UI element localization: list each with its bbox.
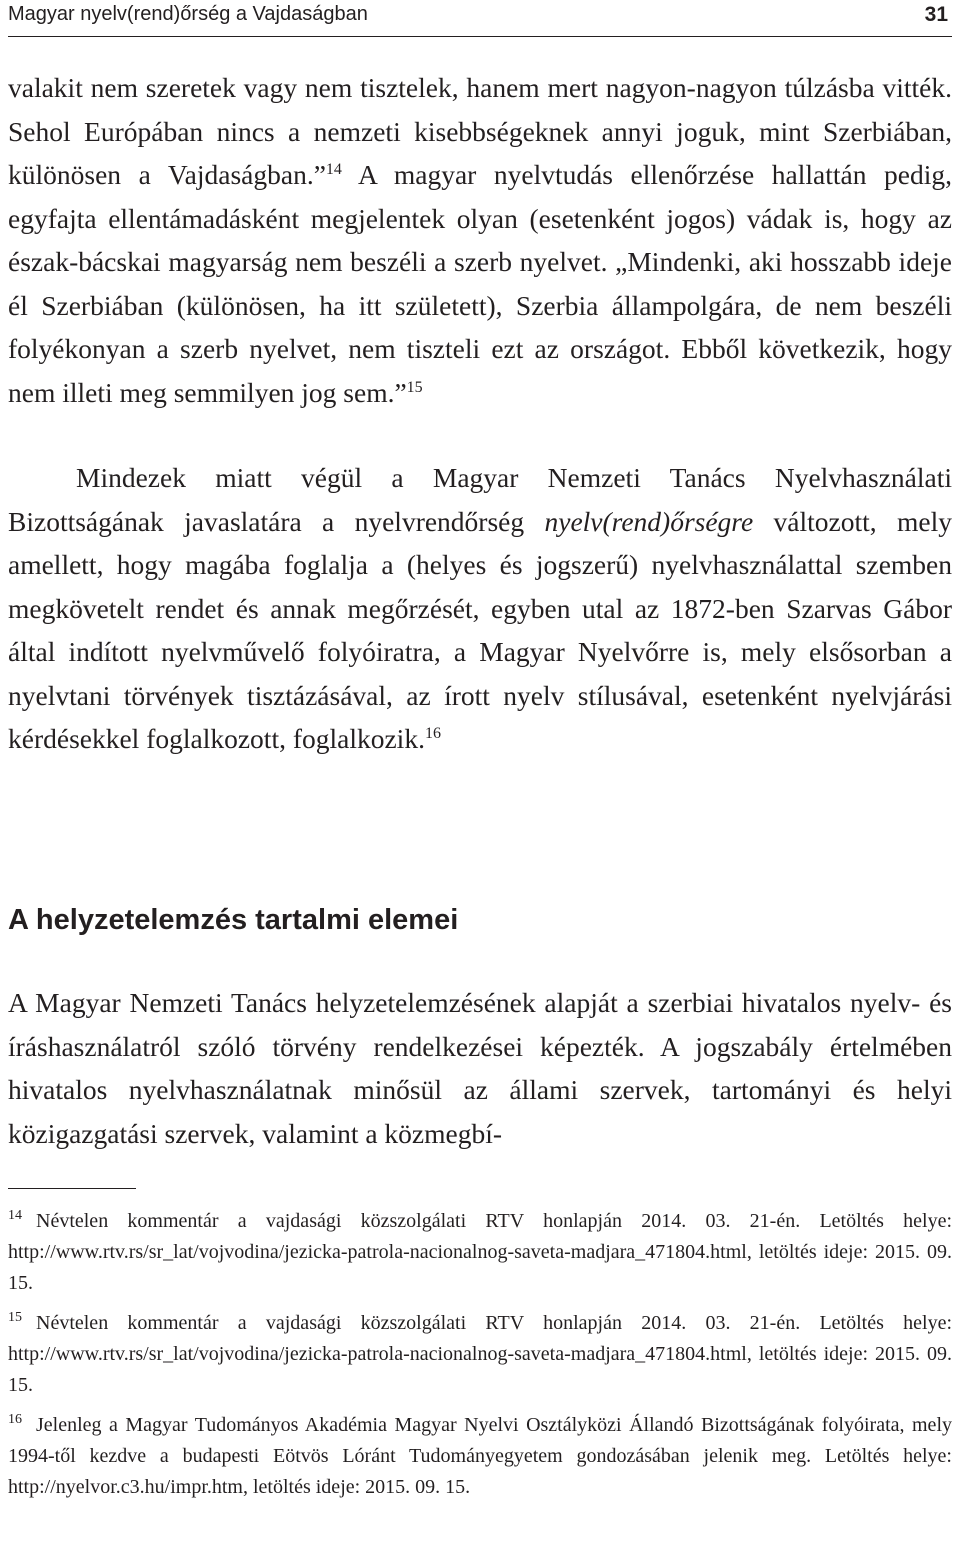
body-paragraph-1 xyxy=(8,66,952,414)
footnote-number: 14 xyxy=(8,1208,22,1224)
footnote-ref-15: 15 xyxy=(406,378,423,396)
footnote-text: Névtelen kommentár a vajdasági közszolgálati RTV honlapján 2014. 03. 21-én. Letöltés helye: http://www.rtv.rs/sr_lat/vojvodina/jezicka-patrola-nacionalnog-saveta-madjara_471804.html, letöltés ideje: 2015. 09. 15. xyxy=(8,1312,952,1396)
footnote-15 xyxy=(8,1308,952,1401)
paragraph-text: A Magyar Nemzeti Tanács helyzetelemzésének alapját a szerbiai hivatalos nyelv- és íráshasználatról szóló törvény rendelkezései képezték. A jogszabály értelmében hivatalos nyelvhasználatnak minősül az állami szervek, tartományi és helyi közigazgatási szervek, valamint a közmegbí- xyxy=(8,987,952,1149)
footnote-14 xyxy=(8,1206,952,1299)
footnote-number: 15 xyxy=(8,1310,22,1326)
footnote-ref-14: 14 xyxy=(325,160,342,178)
paragraph-text: változott, mely amellett, hogy magába foglalja a (helyes és jogszerű) nyelvhasználattal szemben megkövetelt rendet és annak megőrzését, egyben utal az 1872-ben Szarvas Gábor által indított nyelvművelő folyóiratra, a Magyar Nyelvőrre is, mely elsősorban a nyelvtani törvények tisztázásával, az írott nyelv stílusával, esetenként nyelvjárási kérdésekkel foglalkozott, foglalkozik. xyxy=(8,505,952,754)
footnote-divider xyxy=(8,1188,136,1189)
paragraph-text: A magyar nyelvtudás ellenőrzése hallattán pedig, egyfajta ellentámadásként megjelentek olyan (esetenként jogos) vádak is, hogy az észak-bácskai magyarság nem beszéli a szerb nyelvet. „Mindenki, aki hosszabb ideje él Szerbiában (különösen, ha itt született), Szerbia állampolgára, de nem beszéli folyékonyan a szerb nyelvet, nem tiszteli ezt az országot. Ebből következik, hogy nem illeti meg semmilyen jog sem.” xyxy=(8,159,952,408)
footnote-ref-16: 16 xyxy=(424,724,441,742)
footnote-16 xyxy=(8,1410,952,1503)
paragraph-text: Mindezek miatt végül a Magyar Nemzeti Tanács Nyelvhasználati Bizottságának javaslatára a nyelvrendőrség xyxy=(8,462,952,537)
section-heading: A helyzetelemzés tartalmi elemei xyxy=(8,904,459,936)
footnote-text: Jelenleg a Magyar Tudományos Akadémia Magyar Nyelvi Osztályközi Állandó Bizottságának folyóirata, mely 1994-től kezdve a budapesti Eötvös Lóránt Tudományegyetem gondozásában jelenik meg. Letöltés helye: http://nyelvor.c3.hu/impr.htm, letöltés ideje: 2015. 09. 15. xyxy=(8,1414,952,1498)
body-paragraph-2 xyxy=(8,456,952,761)
paragraph-text: valakit nem szeretek vagy nem tisztelek, hanem mert nagyon-nagyon túlzásba vitték. Sehol Európában nincs a nemzeti kisebbségeknek annyi joguk, mint Szerbiában, különösen a Vajdaságban.” xyxy=(8,72,952,190)
page-number: 31 xyxy=(924,3,948,26)
body-paragraph-3 xyxy=(8,981,952,1155)
italic-term: nyelv(rend)őrségre xyxy=(544,505,754,537)
footnote-text: Névtelen kommentár a vajdasági közszolgálati RTV honlapján 2014. 03. 21-én. Letöltés helye: http://www.rtv.rs/sr_lat/vojvodina/jezicka-patrola-nacionalnog-saveta-madjara_471804.html, letöltés ideje: 2015. 09. 15. xyxy=(8,1210,952,1294)
running-header xyxy=(8,0,952,37)
footnotes xyxy=(8,1206,952,1512)
footnote-number: 16 xyxy=(8,1412,22,1428)
running-title: Magyar nyelv(rend)őrség a Vajdaságban xyxy=(8,3,368,25)
